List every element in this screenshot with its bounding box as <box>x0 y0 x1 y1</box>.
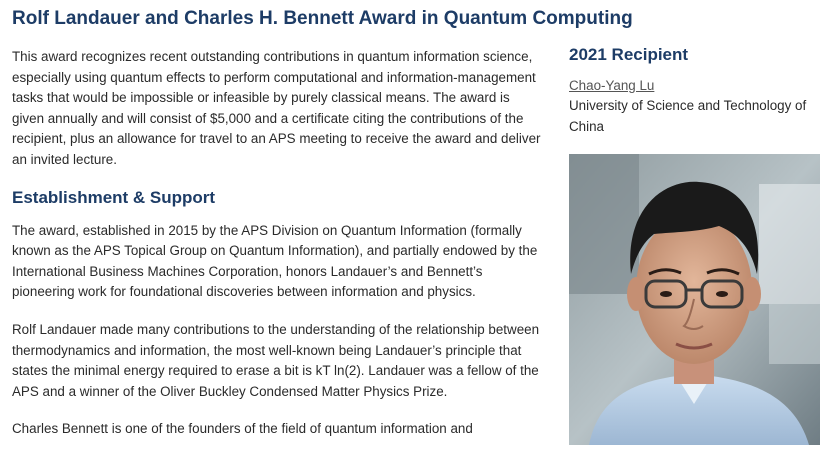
main-content <box>12 47 542 457</box>
intro-paragraph: This award recognizes recent outstanding contributions in quantum information science, especially using quantum effects to perform computational and information-management tasks that would be impossible or infeasible by purely classical means. The award is given annually and will consist of $5,000 and a certificate citing the contributions of the recipient, plus an allowance for travel to an APS meeting to receive the award and deliver an invited lecture. <box>12 49 541 167</box>
landauer-paragraph: Rolf Landauer made many contributions to the understanding of the relationship between thermodynamics and information, the most well-known being Landauer’s principle that states the minimal energy required to erase a bit is kT ln(2). Landauer was a fellow of the APS and a winner of the Oliver Buckley Condensed Matter Physics Prize. <box>12 321 540 399</box>
recipient-photo <box>569 154 820 445</box>
recipient-heading: 2021 Recipient <box>569 45 689 64</box>
recipient-affiliation: University of Science and Technology of China <box>569 98 807 134</box>
establishment-paragraph: The award, established in 2015 by the APS Division on Quantum Information (formally known as the APS Topical Group on Quantum Information), and partially endowed by the International Business Machines Corporation, honors Landauer’s and Bennett’s pioneering work for foundational discoveries between information and physics. <box>12 222 538 300</box>
establishment-heading: Establishment & Support <box>12 187 216 207</box>
recipient-sidebar <box>569 45 821 137</box>
bennett-paragraph: Charles Bennett is one of the founders of the field of quantum information and <box>12 421 473 437</box>
page-title: Rolf Landauer and Charles H. Bennett Award in Quantum Computing <box>12 8 633 29</box>
recipient-name-link[interactable]: Chao-Yang Lu <box>569 78 655 93</box>
